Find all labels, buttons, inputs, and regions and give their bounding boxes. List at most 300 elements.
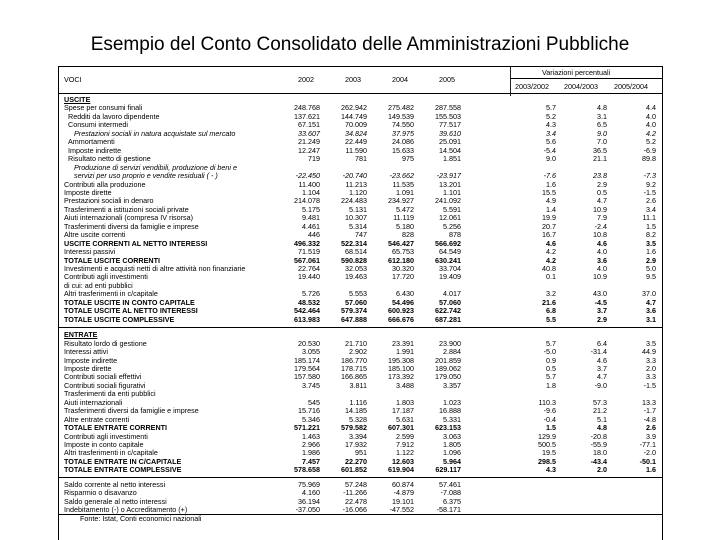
row-value: 567.061 [294,255,320,265]
row-value: 7.457 [302,456,320,466]
consolidated-account-table [58,66,666,540]
row-value: 39.610 [439,128,461,138]
table-right-border [662,66,663,540]
row-value: 214.078 [294,196,320,206]
row-value: 10.307 [345,213,367,223]
row-value: 155.503 [435,111,461,121]
row-value: 1.101 [443,187,461,197]
row-value: -22.450 [295,171,320,181]
row-percent: 5.2 [646,137,656,147]
row-value: 612.180 [388,255,414,265]
row-label: TOTALE ENTRATE COMPLESSIVE [64,465,182,475]
row-value: -20.740 [342,171,367,181]
row-percent: 19.9 [542,213,556,223]
row-percent: 3.1 [597,111,607,121]
row-value: -58.171 [436,505,461,515]
row-value: 3.394 [349,431,367,441]
row-value: 25.091 [439,137,461,147]
row-value: 522.314 [341,238,367,248]
row-value: 2.966 [302,440,320,449]
row-value: 3.055 [302,347,320,357]
row-value: 22.478 [345,496,367,506]
row-value: 5.553 [349,289,367,299]
row-percent: 3.9 [646,431,656,441]
row-label: Trasferimenti da enti pubblici [64,389,156,399]
row-percent: 2.9 [597,314,607,324]
row-value: 21.710 [345,338,367,348]
row-value: 48.532 [298,297,320,307]
row-percent: 2.6 [646,196,656,206]
row-label: Aiuti internazionali [64,397,123,407]
row-value: 747 [355,230,367,240]
row-value: 33.704 [439,264,461,273]
row-label: Redditi da lavoro dipendente [68,111,160,121]
row-percent: -1.5 [643,187,656,197]
row-value: 951 [355,448,367,458]
row-value: 1.104 [302,187,320,197]
section-heading: USCITE [64,95,91,104]
row-value: 248.768 [294,103,320,113]
row-value: 781 [355,154,367,164]
row-value: 195.308 [388,355,414,365]
row-value: 9.481 [302,213,320,223]
row-value: 12.247 [298,145,320,155]
row-value: 60.874 [392,479,414,489]
row-percent: 3.3 [646,372,656,382]
header-top-rule [58,66,662,67]
row-value: 234.927 [388,196,414,206]
row-value: 3.811 [349,380,367,390]
row-percent: -1.5 [643,380,656,390]
row-percent: 4.7 [597,196,607,206]
row-value: 32.053 [345,264,367,273]
row-label: Consumi intermedi [68,120,128,130]
row-percent: -55.9 [590,440,607,449]
row-value: 287.558 [435,103,461,113]
row-value: 275.482 [388,103,414,113]
row-percent: 4.6 [597,238,607,248]
row-percent: -77.1 [639,440,656,449]
row-value: 11.119 [393,213,414,223]
row-value: 19.463 [345,272,367,282]
row-value: 3.745 [302,380,320,390]
row-percent: 1.6 [646,247,656,257]
row-percent: 5.7 [546,338,556,348]
row-value: 3.357 [443,380,461,390]
row-value: 5.180 [396,221,414,231]
row-percent: 16.7 [542,230,556,240]
row-value: 546.427 [388,238,414,248]
row-value: 19.409 [439,272,461,282]
row-percent: 36.5 [593,145,607,155]
row-percent: 23.8 [593,171,607,181]
row-percent: 4.8 [597,103,607,113]
row-value: 1.096 [443,448,461,458]
row-value: 5.328 [349,414,367,424]
row-percent: 44.9 [642,347,656,357]
row-value: 607.301 [388,423,414,433]
row-label: TOTALE USCITE COMPLESSIVE [64,314,175,324]
row-label: Altri trasferimenti in c/capitale [64,289,158,299]
row-value: 2.884 [443,347,461,357]
row-label: Trasferimenti a istituzioni sociali private [64,204,189,214]
row-value: 178.715 [341,363,367,373]
row-percent: 5.7 [546,103,556,113]
row-percent: 1.6 [546,179,556,189]
row-value: 623.153 [435,423,461,433]
row-value: 13.201 [439,179,461,189]
row-value: 496.332 [294,238,320,248]
row-value: 241.092 [435,196,461,206]
row-value: 4.160 [302,488,320,498]
var-header-2004-2003: 2004/2003 [564,82,598,91]
row-percent: 4.3 [546,120,556,130]
row-value: 12.603 [392,456,414,466]
variazioni-header: Variazioni percentuali [542,68,611,77]
row-value: 542.464 [294,306,320,316]
row-value: 600.923 [388,306,414,316]
row-value: 613.983 [294,314,320,324]
row-percent: -50.1 [639,456,656,466]
row-value: 22.270 [345,456,367,466]
row-percent: -6.9 [643,145,656,155]
variazioni-underline [510,78,662,79]
row-percent: 298.5 [538,456,556,466]
row-percent: 4.0 [646,120,656,130]
row-percent: 9.0 [546,154,556,164]
row-label: Altre entrate correnti [64,414,130,424]
row-percent: 1.4 [546,204,556,214]
row-percent: -31.4 [590,347,607,357]
row-value: -23.662 [389,171,414,181]
row-label: Contributi sociali effettivi [64,372,142,382]
row-value: 1.023 [443,397,461,407]
row-value: 64.549 [439,247,461,257]
row-value: 4.461 [302,221,320,231]
row-label: Altri trasferimenti in c/capitale [64,448,158,458]
row-label: TOTALE USCITE CORRENTI [64,255,160,265]
row-percent: 5.1 [597,414,607,424]
row-value: 144.749 [341,111,367,121]
row-label: Saldo generale al netto interessi [64,496,167,506]
row-label: Trasferimenti diversi da famiglie e imprese [64,406,199,416]
row-value: 11.400 [298,179,320,189]
row-value: 75.969 [298,479,320,489]
row-label: USCITE CORRENTI AL NETTO INTERESSI [64,238,208,248]
row-value: 179.564 [294,363,320,373]
row-value: 5.964 [443,456,461,466]
voci-header: VOCI [64,75,82,84]
row-value: 20.530 [298,338,320,348]
table-row [58,316,662,324]
row-value: -37.050 [295,505,320,515]
row-value: 33.607 [298,128,320,138]
row-value: -16.066 [342,505,367,515]
row-value: 1.120 [349,187,367,197]
row-percent: 21.1 [593,154,607,164]
row-value: 22.764 [298,264,320,273]
row-percent: 2.9 [646,255,656,265]
row-percent: 10.8 [593,230,607,240]
row-value: 2.599 [396,431,414,441]
row-value: 622.742 [435,306,461,316]
row-value: 5.472 [396,204,414,214]
row-percent: 3.5 [646,338,656,348]
header-bottom-rule [58,93,662,94]
row-value: 5.175 [302,204,320,214]
row-percent: 3.3 [646,355,656,365]
year-header-2003: 2003 [345,75,361,84]
row-label: Imposte dirette [64,187,112,197]
row-percent: 3.2 [546,289,556,299]
row-value: 57.248 [345,479,367,489]
row-percent: 2.9 [597,179,607,189]
row-percent: -2.0 [643,448,656,458]
row-value: 3.063 [443,431,461,441]
row-value: 22.449 [345,137,367,147]
year-header-2005: 2005 [439,75,455,84]
row-label: Prestazioni sociali in denaro [64,196,154,206]
row-value: 6.375 [443,496,461,506]
row-label: Contributi sociali figurativi [64,380,146,390]
row-value: 5.591 [443,204,461,214]
row-label: Risparmio o disavanzo [64,488,137,498]
row-value: -11.266 [343,488,367,498]
row-percent: 1.6 [646,465,656,475]
row-label: Contributi alla produzione [64,179,146,189]
row-label: Saldo corrente al netto interessi [64,479,166,489]
row-label: TOTALE USCITE AL NETTO INTERESSI [64,306,198,316]
row-value: 19.101 [392,496,414,506]
row-percent: 110.3 [538,397,556,407]
row-value: 630.241 [435,255,461,265]
row-value: 34.824 [345,128,367,138]
row-value: 5.256 [443,221,461,231]
row-value: 189.062 [435,363,461,373]
row-value: 1.091 [396,187,414,197]
row-value: 17.187 [392,406,414,416]
var-header-2005-2004: 2005/2004 [614,82,648,91]
row-value: 1.803 [396,397,414,407]
row-percent: -0.4 [543,414,556,424]
row-label: Risultato lordo di gestione [64,338,147,348]
row-percent: -9.6 [543,406,556,416]
row-value: 666.676 [388,314,414,324]
row-percent: 89.8 [642,154,656,164]
row-percent: 4.9 [546,196,556,206]
row-percent: 5.5 [546,314,556,324]
row-value: 6.430 [396,289,414,299]
row-value: 11.590 [345,145,367,155]
row-percent: 11.1 [642,213,656,223]
row-percent: 1.5 [646,221,656,231]
row-value: 3.488 [396,380,414,390]
row-percent: 37.0 [642,289,656,299]
row-percent: 1.5 [546,423,556,433]
row-value: 5.131 [349,204,367,214]
row-percent: 2.0 [646,363,656,373]
row-value: 23.391 [392,338,414,348]
row-percent: 2.6 [646,423,656,433]
row-percent: 4.0 [597,264,607,273]
row-value: 15.633 [392,145,414,155]
row-value: 224.483 [341,196,367,206]
row-value: 19.440 [298,272,320,282]
row-value: 173.392 [388,372,414,382]
row-value: 1.991 [396,347,414,357]
row-value: 629.117 [435,465,461,475]
row-percent: 57.3 [593,397,607,407]
row-percent: 3.6 [597,255,607,265]
row-value: 16.888 [439,406,461,416]
row-percent: 15.5 [542,187,556,197]
row-value: 24.086 [392,137,414,147]
row-label: Investimenti e acquisti netti di altre attività non finanziarie [64,264,246,273]
row-value: 619.904 [388,465,414,475]
row-label: Interessi attivi [64,347,108,357]
year-header-2004: 2004 [392,75,408,84]
row-percent: 9.5 [646,272,656,282]
row-percent: 2.0 [597,465,607,475]
row-value: 185.174 [294,355,320,365]
row-value: 687.281 [435,314,461,324]
row-value: 68.514 [345,247,367,257]
row-percent: 3.7 [597,363,607,373]
row-label: Prestazioni sociali in natura acquistate sul mercato [74,128,236,138]
row-percent: 4.2 [646,128,656,138]
row-value: 36.194 [298,496,320,506]
row-value: 1.805 [443,440,461,449]
row-value: -7.088 [440,488,461,498]
row-value: 74.550 [392,120,414,130]
row-value: 878 [449,230,461,240]
row-value: 57.461 [439,479,461,489]
row-value: 166.865 [341,372,367,382]
row-value: 262.942 [341,103,367,113]
row-value: 201.859 [435,355,461,365]
row-percent: 43.0 [593,289,607,299]
row-label: Altre uscite correnti [64,230,126,240]
row-label: TOTALE ENTRATE IN C/CAPITALE [64,456,182,466]
row-percent: 5.0 [646,264,656,273]
row-percent: 9.2 [646,179,656,189]
row-percent: -5.0 [543,347,556,357]
variazioni-divider [510,66,511,96]
row-percent: 4.3 [546,465,556,475]
row-value: 1.122 [396,448,414,458]
row-label: Ammortamenti [68,137,115,147]
section-divider [58,477,662,478]
row-percent: -4.8 [643,414,656,424]
row-percent: 6.8 [546,306,556,316]
row-label: di cui: ad enti pubblici [64,280,133,290]
row-value: 17.932 [345,440,367,449]
row-percent: 20.7 [542,221,556,231]
table-row [58,466,662,474]
row-percent: 18.0 [593,448,607,458]
row-percent: -4.5 [594,297,607,307]
row-percent: -7.3 [643,171,656,181]
row-value: 37.975 [392,128,414,138]
row-value: -23.917 [436,171,461,181]
row-percent: 4.7 [646,297,656,307]
row-value: 579.374 [341,306,367,316]
row-percent: 3.7 [597,306,607,316]
row-value: 5.346 [302,414,320,424]
row-percent: 7.0 [597,137,607,147]
row-value: 54.496 [392,297,414,307]
row-label: Risultato netto di gestione [68,154,151,164]
row-percent: 6.4 [597,338,607,348]
section-divider [58,327,662,328]
row-percent: -20.8 [590,431,607,441]
row-value: 545 [308,397,320,407]
row-label: Interessi passivi [64,247,116,257]
row-value: 21.249 [298,137,320,147]
row-percent: -5.4 [543,145,556,155]
row-value: 12.061 [439,213,461,223]
row-value: 65.753 [392,247,414,257]
row-value: 1.463 [302,431,320,441]
row-value: 137.621 [294,111,320,121]
row-value: 571.221 [294,423,320,433]
row-value: 23.900 [439,338,461,348]
row-value: 70.009 [345,120,367,130]
table-row [58,273,662,281]
row-percent: 0.1 [546,272,556,282]
row-percent: 3.4 [646,204,656,214]
row-percent: 21.2 [593,406,607,416]
row-percent: 3.4 [546,128,556,138]
row-percent: 3.1 [646,314,656,324]
row-value: 1.986 [302,448,320,458]
row-value: 186.770 [341,355,367,365]
row-percent: 1.8 [546,380,556,390]
row-label: TOTALE USCITE IN CONTO CAPITALE [64,297,195,307]
row-percent: -2.4 [594,221,607,231]
row-label: Trasferimenti diversi da famiglie e imprese [64,221,199,231]
source-note [58,515,662,523]
slide-title: Esempio del Conto Consolidato delle Amministrazioni Pubbliche [90,34,630,55]
section-heading: ENTRATE [64,330,98,340]
row-label: Spese per consumi finali [64,103,143,113]
row-value: 14.185 [345,406,367,416]
row-label: Contributi agli investimenti [64,431,148,441]
row-percent: 4.0 [646,111,656,121]
row-percent: 8.2 [646,230,656,240]
row-value: 30.320 [392,264,414,273]
row-value: -4.879 [393,488,414,498]
row-value: 578.658 [294,465,320,475]
row-value: 179.050 [435,372,461,382]
row-value: 7.912 [396,440,414,449]
row-percent: -43.4 [590,456,607,466]
row-label: Contributi agli investimenti [64,272,148,282]
row-value: -47.552 [389,505,414,515]
row-value: 566.692 [435,238,461,248]
var-header-2003-2002: 2003/2002 [515,82,549,91]
row-value: 601.852 [341,465,367,475]
row-percent: -9.0 [594,380,607,390]
row-percent: 4.6 [546,238,556,248]
row-label: TOTALE ENTRATE CORRENTI [64,423,168,433]
row-percent: 3.6 [646,306,656,316]
row-label: Imposte in conto capitale [64,440,144,449]
row-value: 14.504 [439,145,461,155]
row-percent: 4.0 [597,247,607,257]
row-percent: 4.2 [546,255,556,265]
row-label: servizi per uso proprio e vendite residuali ( - ) [74,171,218,181]
